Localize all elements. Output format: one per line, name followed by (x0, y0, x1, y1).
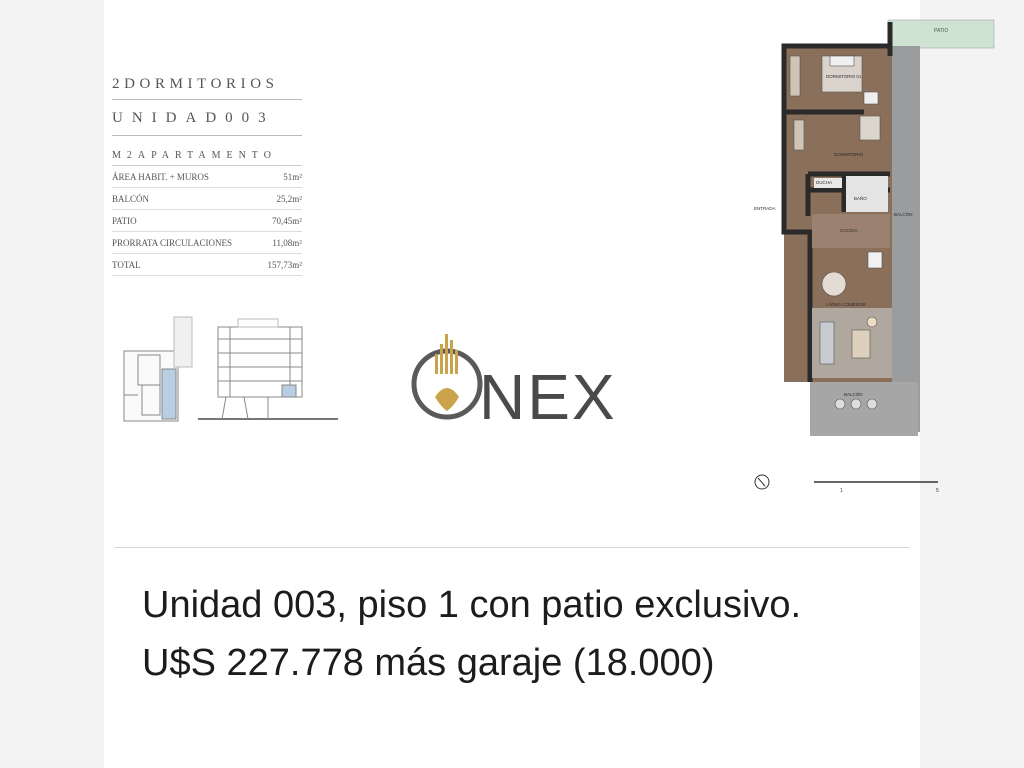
area-value: 51m² (283, 172, 302, 182)
room-label-dormitorio-01: DORMITORIO 01 (826, 74, 862, 79)
area-table-header: M2APARTAMENTO (112, 150, 302, 166)
area-label: ÁREA HABIT. + MUROS (112, 172, 209, 182)
area-value: 70,45m² (272, 216, 302, 226)
compass-icon (755, 475, 769, 489)
area-label: TOTAL (112, 260, 141, 270)
area-label: BALCÓN (112, 194, 150, 204)
scale-label-1: 1 (840, 488, 843, 494)
area-row (112, 188, 302, 210)
room-label-bano: BAÑO (854, 196, 867, 201)
area-value: 157,73m² (267, 260, 302, 270)
patio-label: PATIO (934, 28, 949, 34)
area-row-total (112, 254, 302, 276)
area-row (112, 210, 302, 232)
scale-label-5: 5 (936, 488, 939, 494)
side-balcony (890, 46, 920, 432)
area-row (112, 232, 302, 254)
floor-plan (644, 16, 949, 496)
balcony-bottom-label: BALCÓN (844, 392, 863, 397)
room-label-cocina: COCINA (840, 228, 858, 233)
area-label: PATIO (112, 216, 137, 226)
logo-wordmark: NEX (479, 361, 617, 433)
listing-caption: Unidad 003, piso 1 con patio exclusivo. U$S 227.778 más garaje (18.000) (142, 584, 802, 684)
listing-page (104, 0, 949, 768)
building-elevation-thumbnail (198, 319, 338, 419)
onex-logo (409, 322, 624, 432)
area-value: 11,08m² (272, 238, 302, 248)
patio-area (888, 20, 994, 48)
bedroom-count-title: 2DORMITORIOS (112, 76, 302, 100)
entrance-label: ENTRADA (754, 206, 776, 211)
unit-number-title: UNIDAD003 (112, 100, 302, 136)
room-label-ducha: DUCHA (816, 180, 833, 185)
area-value: 25,2m² (276, 194, 302, 204)
unit-location-diagrams (118, 315, 338, 425)
unit-spec-table (112, 70, 302, 276)
room-label-dormitorio: DORMITORIO (834, 152, 864, 157)
floor-location-thumbnail (124, 317, 192, 421)
bottom-balcony (810, 382, 918, 436)
balcony-side-label: BALCÓN (894, 212, 913, 217)
area-row (112, 166, 302, 188)
section-divider (114, 547, 910, 548)
area-label: PRORRATA CIRCULACIONES (112, 238, 233, 248)
room-label-living: LIVING-COMEDOR (826, 302, 866, 307)
